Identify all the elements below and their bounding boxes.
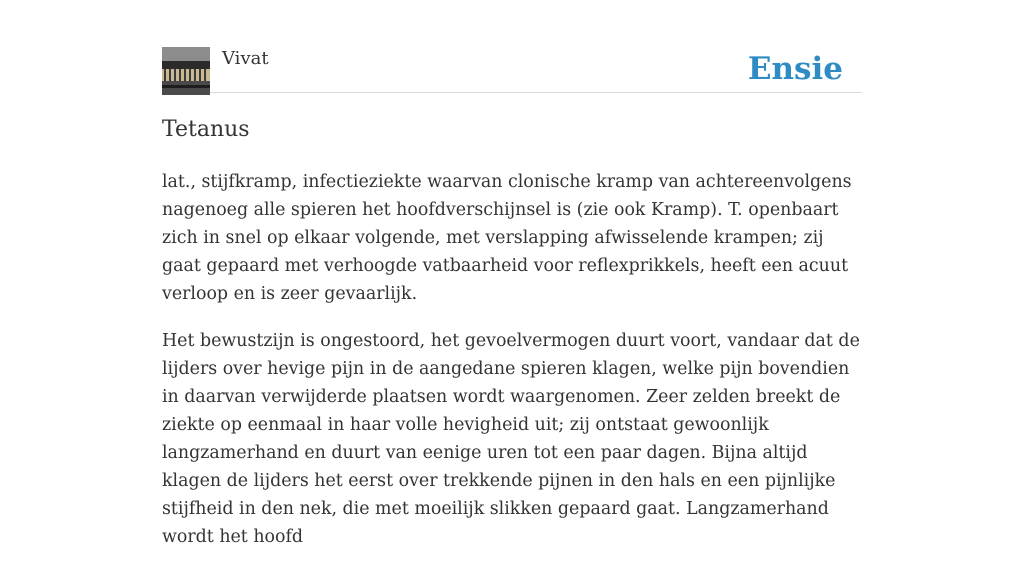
paragraph: lat., stijfkramp, infectieziekte waarvan clonische kramp van achtereenvolgens nagenoeg alle spieren het hoofdverschijnsel is (zie ook Kramp). T. openbaart zich in snel op elkaar volgende, met verslapping afwisselende krampen; zij gaat gepaard met verhoogde vatbaarheid voor reflexprikkels, heeft een acuut verloop en is zeer gevaarlijk. [162,172,852,304]
avatar[interactable] [162,47,210,95]
paragraph: Het bewustzijn is ongestoord, het gevoelvermogen duurt voort, vandaar dat de lijders over hevige pijn in de aangedane spieren klagen, welke pijn bovendien in daarvan verwijderde plaatsen wordt waargenomen. Zeer zelden breekt de ziekte op eenmaal in haar volle hevigheid uit; zij ontstaat gewoonlijk langzamerhand en duurt van eenige uren tot een paar dagen. Bijna altijd klagen de lijders het eerst over trekkende pijnen in den hals en een pijnlijke stijfheid in den nek, die met moeilijk slikken gepaard gaat. Langzamerhand wordt het hoofd [162,331,860,547]
header [162,46,862,93]
author-name[interactable]: Vivat [222,48,269,69]
article-body [162,168,862,570]
brand-logo[interactable]: Ensie [747,51,843,87]
avatar-image [162,47,210,95]
page-title: Tetanus [162,117,250,142]
